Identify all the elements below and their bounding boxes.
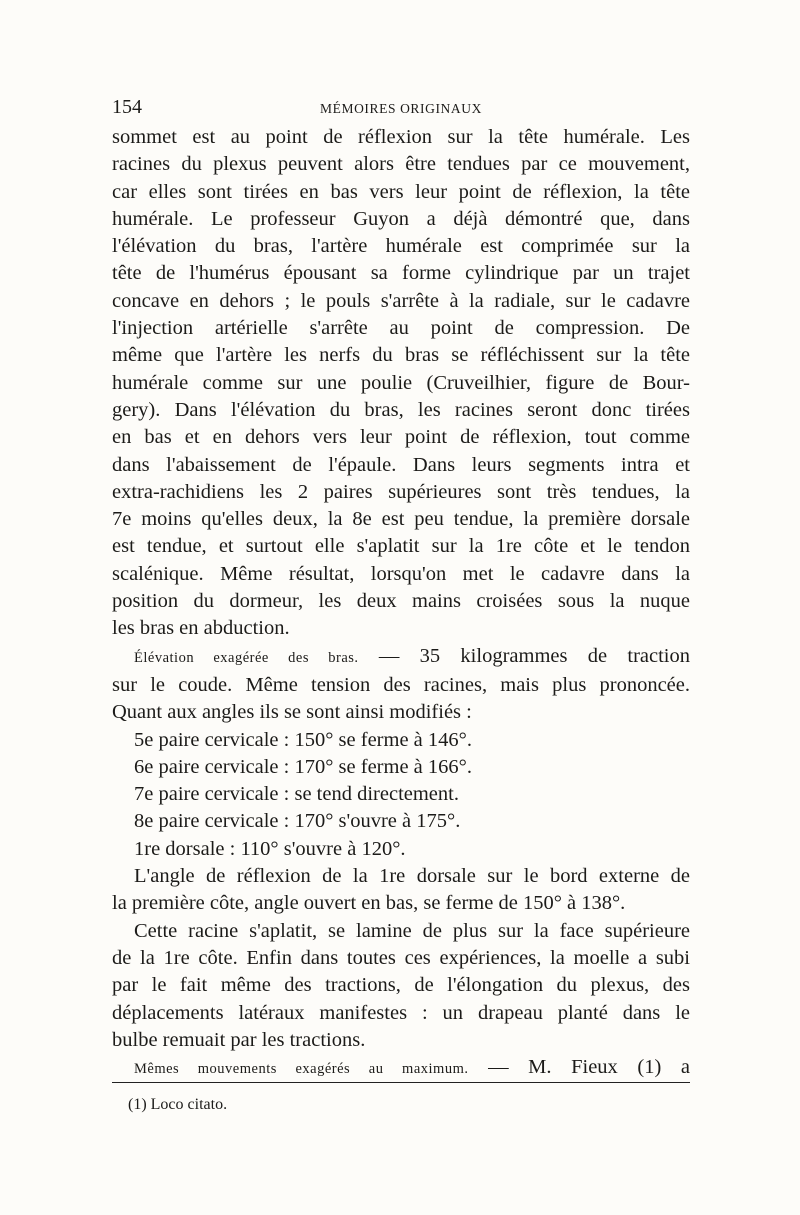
list-item: 7e paire cervicale : se tend directement. [134, 783, 459, 806]
text-line: les bras en abduction. [112, 617, 290, 640]
text-line: l'élévation du bras, l'artère humérale est comprimée sur la [112, 235, 690, 258]
text-line: scalénique. Même résultat, lorsqu'on met le cadavre dans la [112, 562, 690, 585]
text-line: déplacements latéraux manifestes : un drapeau planté dans le [112, 1001, 690, 1024]
page-header [112, 96, 690, 124]
text-line: est tendue, et surtout elle s'aplatit sur la 1re côte et le tendon [112, 535, 690, 558]
text-line: concave en dehors ; le pouls s'arrête à la radiale, sur le cadavre [112, 289, 690, 312]
section-heading: Élévation exagérée des bras. [134, 649, 359, 666]
text-line: extra-rachidiens les 2 paires supérieures sont très tendues, la [112, 480, 690, 503]
text-line: sommet est au point de réflexion sur la tête humérale. Les [112, 126, 690, 148]
running-head: MÉMOIRES ORIGINAUX [320, 101, 482, 116]
text-line: car elles sont tirées en bas vers leur point de réflexion, la tête [112, 180, 690, 203]
text-line: gery). Dans l'élévation du bras, les racines seront donc tirées [112, 398, 690, 421]
list-item: 5e paire cervicale : 150° se ferme à 146°. [134, 728, 472, 751]
text-line: l'injection artérielle s'arrête au point de compression. De [112, 317, 690, 340]
text-line: tête de l'humérus épousant sa forme cylindrique par un trajet [112, 262, 690, 285]
page-number: 154 [112, 96, 142, 118]
text-line: la première côte, angle ouvert en bas, se ferme de 150° à 138°. [112, 892, 626, 915]
list-item: 6e paire cervicale : 170° se ferme à 166°. [134, 755, 472, 778]
text-line: de la 1re côte. Enfin dans toutes ces expériences, la moelle a subi [112, 946, 690, 969]
section-heading: Mêmes mouvements exagérés au maximum. [134, 1061, 469, 1078]
text-line: Quant aux angles ils se sont ainsi modifiés : [112, 701, 472, 724]
text-line: même que l'artère les nerfs du bras se réfléchissent sur la tête [112, 344, 690, 367]
list-item: 1re dorsale : 110° s'ouvre à 120°. [134, 837, 406, 860]
text-line: Cette racine s'aplatit, se lamine de plus sur la face supérieure [134, 919, 690, 942]
text-line: humérale comme sur une poulie (Cruveilhier, figure de Bour- [112, 371, 690, 394]
text-fragment: — 35 kilogrammes de traction [358, 644, 691, 667]
text-line: bulbe remuait par les tractions. [112, 1028, 366, 1051]
body-text [112, 124, 690, 1083]
text-line: sur le coude. Même tension des racines, mais plus prononcée. [112, 673, 690, 696]
text-line: en bas et en dehors vers leur point de réflexion, tout comme [112, 426, 690, 449]
text-fragment: — M. Fieux (1) a [468, 1056, 690, 1079]
list-item: 8e paire cervicale : 170° s'ouvre à 175°. [134, 810, 461, 833]
text-line: par le fait même des tractions, de l'élongation du plexus, des [112, 974, 690, 997]
text-line: position du dormeur, les deux mains croisées sous la nuque [112, 590, 690, 613]
text-line: humérale. Le professeur Guyon a déjà démontré que, dans [112, 207, 690, 230]
footnote-divider [112, 1082, 690, 1083]
text-line: racines du plexus peuvent alors être tendues par ce mouvement, [112, 153, 690, 176]
text-line: 7e moins qu'elles deux, la 8e est peu tendue, la première dorsale [112, 508, 690, 531]
section-heading-line [112, 643, 690, 672]
text-line: L'angle de réflexion de la 1re dorsale sur le bord externe de [134, 865, 690, 888]
document-page [112, 96, 691, 1113]
footnote: (1) Loco citato. [128, 1096, 228, 1113]
section-heading-line [112, 1054, 690, 1083]
text-line: dans l'abaissement de l'épaule. Dans leurs segments intra et [112, 453, 690, 476]
